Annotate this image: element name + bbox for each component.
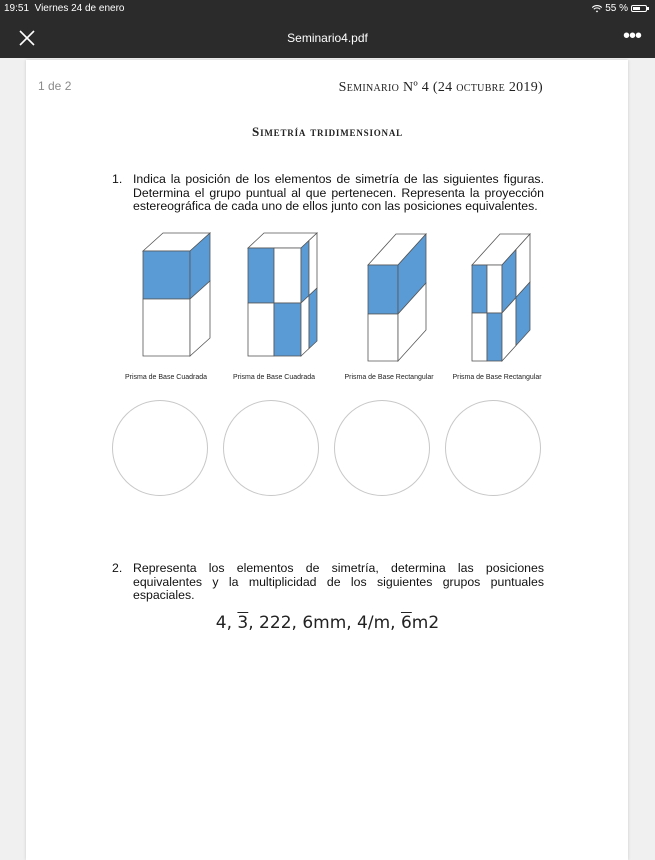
section-title: Simetría tridimensional [252, 124, 403, 139]
prism-figure-2 [244, 230, 324, 360]
prism-label-1: Prisma de Base Cuadrada [124, 374, 208, 381]
projection-circle-2 [223, 400, 319, 496]
battery-percent: 55 % [605, 3, 628, 14]
battery-icon [631, 5, 647, 12]
status-right [592, 3, 647, 14]
group-part-5: m2 [411, 613, 440, 633]
group-part-3: , 222, 6mm, 4/m, [248, 613, 401, 633]
projection-circle-1 [112, 400, 208, 496]
nav-bar [0, 18, 655, 58]
question-1 [112, 173, 544, 214]
question-1-number: 1. [112, 172, 123, 186]
status-time: 19:51 Viernes 24 de enero [4, 3, 125, 14]
wifi-icon [592, 5, 602, 13]
more-options-icon[interactable]: ••• [622, 25, 641, 47]
question-2-text: Representa los elementos de simetría, determina las posiciones equivalentes y la multiplicidad de los siguientes grupos puntuales espaciales. [133, 561, 544, 602]
question-2 [112, 562, 544, 603]
prism-label-3: Prisma de Base Rectangular [344, 374, 434, 381]
group-part-2: 3 [237, 613, 249, 633]
document-header: Seminario Nº 4 (24 octubre 2019) [338, 80, 543, 95]
group-part-1: 4, [215, 613, 238, 633]
prism-figure-1 [140, 230, 215, 360]
question-2-number: 2. [112, 561, 123, 575]
point-groups-list [0, 613, 655, 633]
projection-circle-3 [334, 400, 430, 496]
question-1-text: Indica la posición de los elementos de simetría de las siguientes figuras. Determina el grupo puntual al que pertenecen. Representa la proyección estereográfica de cada uno de ellos junto con las posiciones equivalentes. [133, 172, 544, 213]
prism-figure-3 [364, 230, 434, 365]
group-part-4: 6 [400, 613, 412, 633]
projection-circle-4 [445, 400, 541, 496]
prism-figure-4 [468, 230, 538, 365]
status-bar [0, 0, 655, 18]
prism-label-2: Prisma de Base Cuadrada [232, 374, 316, 381]
page-counter: 1 de 2 [38, 79, 72, 93]
prism-label-4: Prisma de Base Rectangular [452, 374, 542, 381]
document-title: Seminario4.pdf [287, 31, 368, 45]
